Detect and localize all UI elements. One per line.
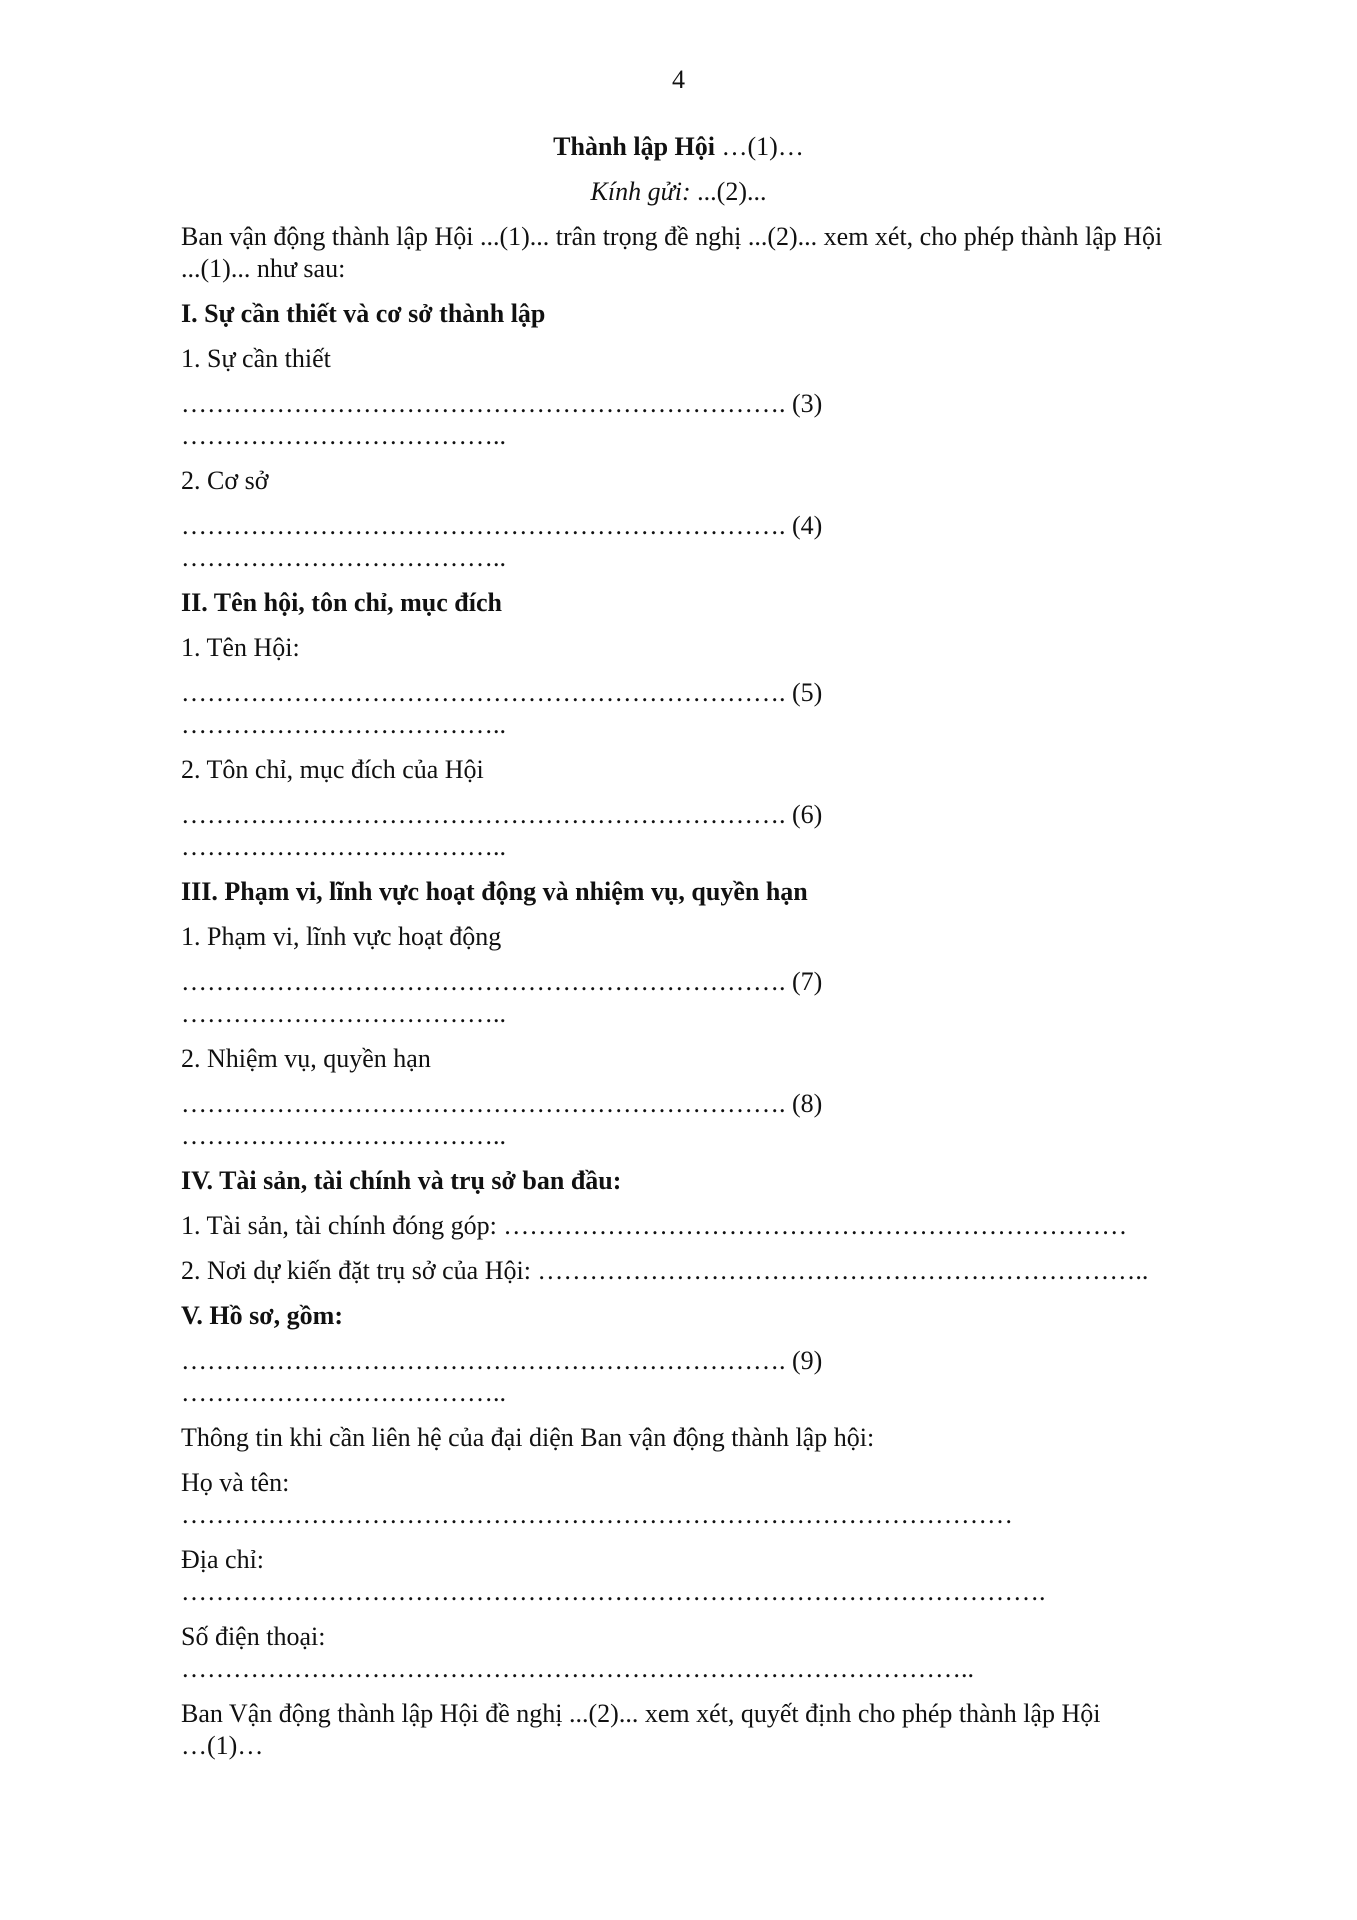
- section-1-item-2: 2. Cơ sở: [181, 466, 269, 495]
- page-number: 4: [672, 65, 685, 94]
- title-placeholder: …(1)…: [715, 132, 804, 161]
- section-5-fill-a: ……………………………………………………………. (9): [181, 1346, 823, 1375]
- contact-address-label: Địa chỉ:: [181, 1545, 265, 1574]
- section-5-heading: V. Hồ sơ, gồm:: [181, 1301, 343, 1330]
- section-4-heading: IV. Tài sản, tài chính và trụ sở ban đầu:: [181, 1166, 622, 1195]
- section-2-item-2: 2. Tôn chỉ, mục đích của Hội: [181, 755, 484, 784]
- section-2-item-1: 1. Tên Hội:: [181, 633, 300, 662]
- title-bold: Thành lập Hội: [553, 132, 716, 161]
- section-2-item-2-fill-a: ……………………………………………………………. (6): [181, 800, 823, 829]
- section-4-item-1: 1. Tài sản, tài chính đóng góp: ………………………………………………………………: [181, 1211, 1128, 1240]
- section-3-heading: III. Phạm vi, lĩnh vực hoạt động và nhiệm vụ, quyền hạn: [181, 877, 808, 906]
- section-1-item-2-fill-a: ……………………………………………………………. (4): [181, 511, 823, 540]
- section-2-item-2-fill-b: ………………………………..: [181, 832, 506, 861]
- contact-phone-label: Số điện thoại:: [181, 1622, 326, 1651]
- contact-name-fill: ……………………………………………………………………………………: [181, 1500, 1013, 1529]
- section-2-item-1-fill-a: ……………………………………………………………. (5): [181, 678, 823, 707]
- section-3-item-1: 1. Phạm vi, lĩnh vực hoạt động: [181, 922, 502, 951]
- intro-line-2: ...(1)... như sau:: [181, 254, 346, 283]
- recipient-value: ...(2)...: [690, 177, 767, 206]
- section-1-item-1: 1. Sự cần thiết: [181, 344, 331, 373]
- intro-line-1: Ban vận động thành lập Hội ...(1)... trân trọng đề nghị ...(2)... xem xét, cho phép thành lập Hội: [181, 222, 1163, 251]
- section-1-item-1-fill-a: ……………………………………………………………. (3): [181, 389, 823, 418]
- section-1-item-1-fill-b: ………………………………..: [181, 421, 506, 450]
- contact-phone-fill: ………………………………………………………………………………..: [181, 1654, 974, 1683]
- section-2-heading: II. Tên hội, tôn chỉ, mục đích: [181, 588, 502, 617]
- recipient-line: [0, 176, 1357, 208]
- section-3-item-1-fill-a: ……………………………………………………………. (7): [181, 967, 823, 996]
- section-3-item-2-fill-a: ……………………………………………………………. (8): [181, 1089, 823, 1118]
- section-2-item-1-fill-b: ………………………………..: [181, 710, 506, 739]
- contact-name-label: Họ và tên:: [181, 1468, 290, 1497]
- section-3-item-1-fill-b: ………………………………..: [181, 999, 506, 1028]
- section-3-item-2: 2. Nhiệm vụ, quyền hạn: [181, 1044, 431, 1073]
- section-1-heading: I. Sự cần thiết và cơ sở thành lập: [181, 299, 546, 328]
- closing-line-2: …(1)…: [181, 1731, 264, 1760]
- closing-line-1: Ban Vận động thành lập Hội đề nghị ...(2)... xem xét, quyết định cho phép thành lập Hội: [181, 1699, 1101, 1728]
- document-title: [0, 131, 1357, 163]
- recipient-label: Kính gửi:: [590, 177, 691, 206]
- section-5-fill-b: ………………………………..: [181, 1378, 506, 1407]
- section-4-item-2: 2. Nơi dự kiến đặt trụ sở của Hội: ……………………………………………………………..: [181, 1256, 1149, 1285]
- section-3-item-2-fill-b: ………………………………..: [181, 1121, 506, 1150]
- contact-intro: Thông tin khi cần liên hệ của đại diện Ban vận động thành lập hội:: [181, 1423, 875, 1452]
- contact-address-fill: ……………………………………………………………………………………….: [181, 1577, 1046, 1606]
- section-1-item-2-fill-b: ………………………………..: [181, 543, 506, 572]
